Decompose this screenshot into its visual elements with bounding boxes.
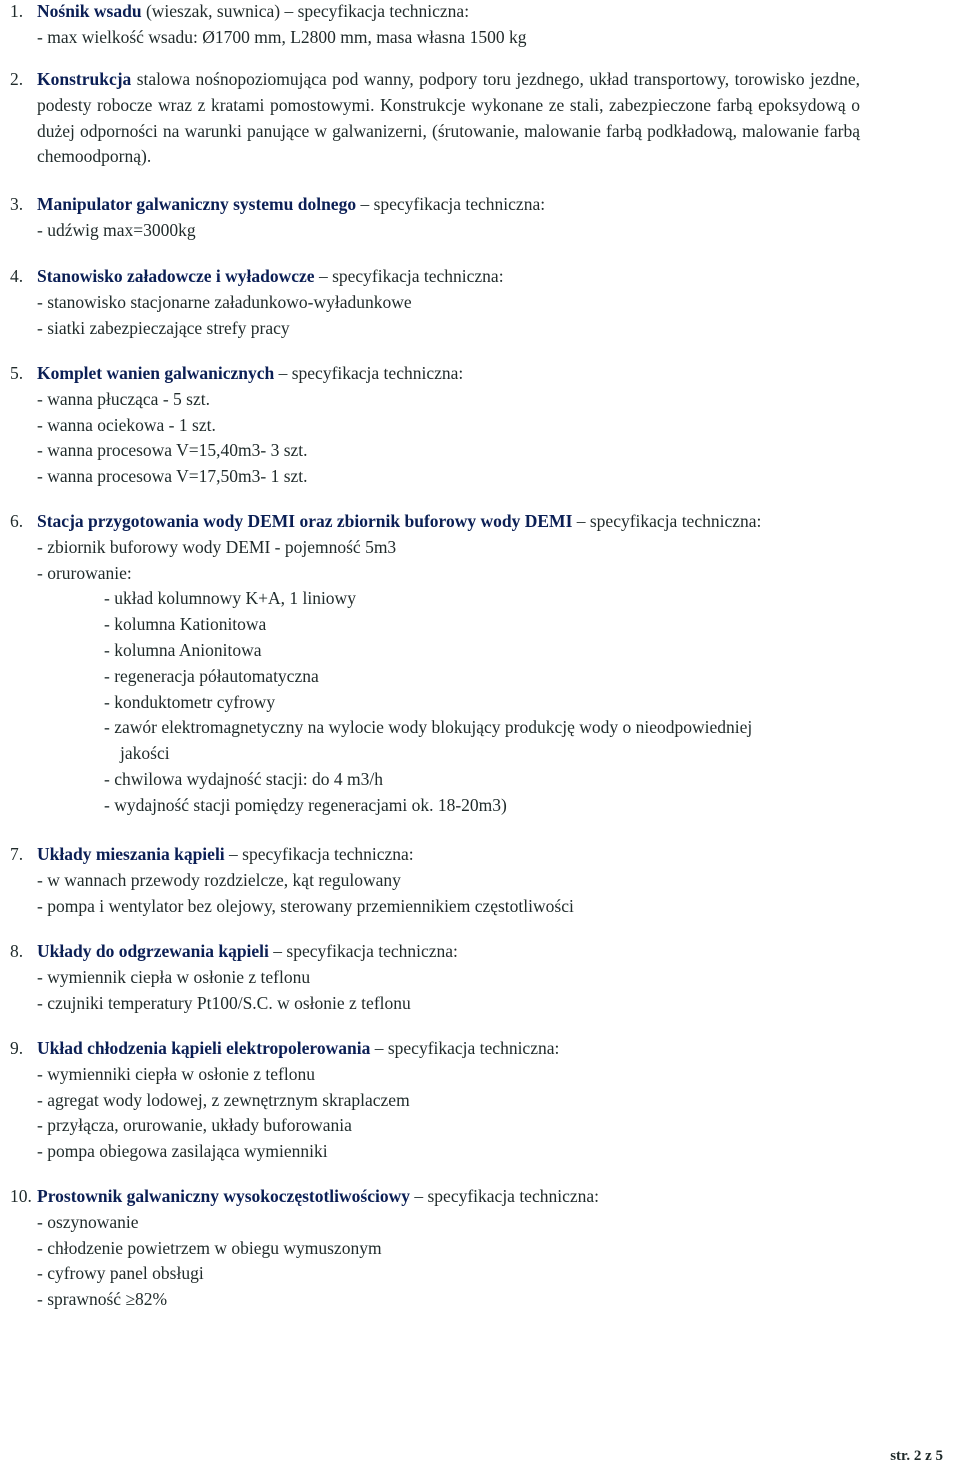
section-title: Stanowisko załadowcze i wyładowcze — [37, 266, 315, 286]
section-title: Układy mieszania kąpieli — [37, 844, 225, 864]
spec-line: - wanna procesowa V=15,40m3- 3 szt. — [37, 440, 308, 461]
spec-subline: - kolumna Kationitowa — [104, 614, 267, 635]
section-title: Manipulator galwaniczny systemu dolnego — [37, 194, 357, 214]
spec-subline: - zawór elektromagnetyczny na wylocie wody blokujący produkcję wody o nieodpowiedniej — [104, 717, 753, 738]
spec-subline: - kolumna Anionitowa — [104, 639, 262, 660]
spec-line: - udźwig max=3000kg — [37, 219, 196, 240]
spec-line: - sprawność ≥82% — [37, 1289, 168, 1310]
section-title: Konstrukcja — [37, 69, 132, 89]
section-number: 10. — [10, 1186, 32, 1206]
section-heading-rest: – specyfikacja techniczna: — [224, 844, 414, 864]
section-number: 4. — [10, 266, 24, 286]
spec-line: - wanna płucząca - 5 szt. — [37, 388, 210, 409]
spec-subline: - chwilowa wydajność stacji: do 4 m3/h — [104, 768, 383, 789]
spec-line: - pompa i wentylator bez olejowy, sterowany przemiennikiem częstotliwości — [37, 895, 574, 916]
spec-line: - wanna ociekowa - 1 szt. — [37, 414, 216, 435]
section-title: Nośnik wsadu — [37, 1, 142, 21]
spec-subline: - układ kolumnowy K+A, 1 liniowy — [104, 588, 356, 609]
spec-line: - chłodzenie powietrzem w obiegu wymuszonym — [37, 1237, 382, 1258]
section-number: 3. — [10, 194, 24, 214]
spec-line: - wymienniki ciepła w osłonie z teflonu — [37, 1063, 315, 1084]
section-heading-rest: – specyfikacja techniczna: — [356, 194, 546, 214]
spec-line: - cyfrowy panel obsługi — [37, 1263, 204, 1284]
section-number: 5. — [10, 363, 24, 383]
spec-line: - w wannach przewody rozdzielcze, kąt regulowany — [37, 869, 401, 890]
section-number: 6. — [10, 511, 24, 531]
section-title: Układ chłodzenia kąpieli elektropolerowania — [37, 1038, 371, 1058]
section-heading-rest: – specyfikacja techniczna: — [268, 941, 458, 961]
section-number: 8. — [10, 941, 24, 961]
spec-subline: - wydajność stacji pomiędzy regeneracjami ok. 18-20m3) — [104, 794, 507, 815]
spec-line: - wanna procesowa V=17,50m3- 1 szt. — [37, 466, 308, 487]
spec-line: - pompa obiegowa zasilająca wymienniki — [37, 1141, 328, 1162]
spec-line: - stanowisko stacjonarne załadunkowo-wyładunkowe — [37, 291, 412, 312]
section-number: 1. — [10, 1, 24, 21]
spec-line: - zbiornik buforowy wody DEMI - pojemność 5m3 — [37, 536, 397, 557]
section-heading-rest: – specyfikacja techniczna: — [572, 511, 762, 531]
section-number: 2. — [10, 69, 24, 89]
section-number: 9. — [10, 1038, 24, 1058]
spec-subline: jakości — [120, 743, 170, 764]
spec-line: - orurowanie: — [37, 562, 132, 583]
section-heading-rest: (wieszak, suwnica) – specyfikacja techniczna: — [141, 1, 470, 21]
section-heading-rest: – specyfikacja techniczna: — [410, 1186, 599, 1206]
section-title: Prostownik galwaniczny wysokoczęstotliwościowy — [37, 1186, 410, 1206]
section-title: Stacja przygotowania wody DEMI oraz zbiornik buforowy wody DEMI — [37, 511, 573, 531]
spec-line: - przyłącza, orurowanie, układy buforowania — [37, 1115, 352, 1136]
spec-line: - wymiennik ciepła w osłonie z teflonu — [37, 966, 311, 987]
spec-subline: - regeneracja półautomatyczna — [104, 665, 319, 686]
section-number: 7. — [10, 844, 24, 864]
spec-line: - czujniki temperatury Pt100/S.C. w osłonie z teflonu — [37, 992, 411, 1013]
section-title: Komplet wanien galwanicznych — [37, 363, 275, 383]
section-title: Układy do odgrzewania kąpieli — [37, 941, 269, 961]
section-heading-rest: – specyfikacja techniczna: — [274, 363, 464, 383]
section-heading-rest: – specyfikacja techniczna: — [314, 266, 504, 286]
spec-subline: - konduktometr cyfrowy — [104, 691, 276, 712]
spec-line: - agregat wody lodowej, z zewnętrznym skraplaczem — [37, 1089, 410, 1110]
spec-line: - max wielkość wsadu: Ø1700 mm, L2800 mm, masa własna 1500 kg — [37, 26, 527, 47]
section-heading-rest: – specyfikacja techniczna: — [370, 1038, 560, 1058]
spec-line: - oszynowanie — [37, 1211, 139, 1232]
spec-line: - siatki zabezpieczające strefy pracy — [37, 317, 290, 338]
section-paragraph: stalowa nośnopoziomująca pod wanny, podpory toru jezdnego, układ transportowy, torowisko jezdne, podesty robocze wraz z kratami pomostowymi. Konstrukcje wykonane ze stali, zabezpieczone farbą epoksydową o dużej odporności na warunki panujące w galwanizerni, (śrutowanie, malowanie farbą podkładową, malowanie farbą chemoodporną). — [37, 69, 860, 167]
page-number: str. 2 z 5 — [890, 1448, 943, 1465]
